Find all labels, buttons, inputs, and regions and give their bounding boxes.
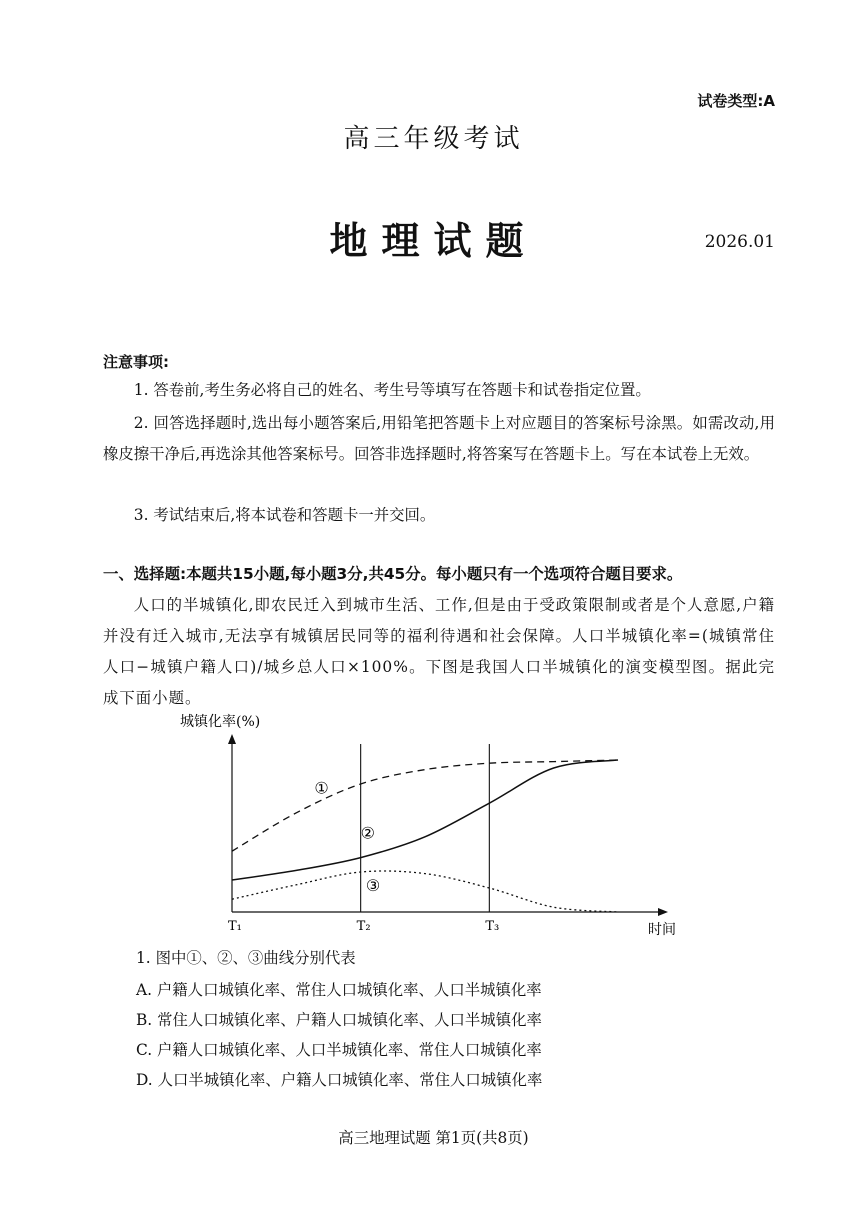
option-b[interactable]: B. 常住人口城镇化率、户籍人口城镇化率、人口半城镇化率 — [136, 1011, 542, 1029]
notice-item-1: 1. 答卷前,考生务必将自己的姓名、考生号等填写在答题卡和试卷指定位置。 — [133, 381, 651, 399]
series-label-2: ② — [360, 823, 376, 843]
exam-name: 高三年级考试 — [343, 124, 524, 154]
series-label-3: ③ — [365, 876, 381, 896]
exam-date: 2026.01 — [704, 232, 775, 252]
option-d[interactable]: D. 人口半城镇化率、户籍人口城镇化率、常住人口城镇化率 — [136, 1071, 543, 1089]
x-tick-label: T₃ — [485, 919, 500, 934]
x-tick-label: T₂ — [356, 919, 371, 934]
series-line-2 — [232, 760, 618, 880]
urbanization-chart — [170, 712, 700, 944]
x-axis-arrow — [658, 908, 668, 916]
option-c[interactable]: C. 户籍人口城镇化率、人口半城镇化率、常住人口城镇化率 — [136, 1041, 542, 1059]
notice-item-3: 3. 考试结束后,将本试卷和答题卡一并交回。 — [133, 506, 436, 524]
paper-type-label: 试卷类型:A — [697, 92, 775, 110]
chart-ylabel: 城镇化率(%) — [180, 714, 261, 730]
notice-heading: 注意事项: — [103, 353, 169, 371]
option-a[interactable]: A. 户籍人口城镇化率、常住人口城镇化率、人口半城镇化率 — [136, 981, 542, 999]
series-label-1: ① — [314, 778, 329, 798]
section-heading: 一、选择题:本题共15小题,每小题3分,共45分。每小题只有一个选项符合题目要求。 — [103, 565, 683, 583]
question-1-stem: 1. 图中①、②、③曲线分别代表 — [136, 949, 356, 967]
page-footer: 高三地理试题 第1页(共8页) — [338, 1129, 529, 1147]
chart-xlabel: 时间 — [648, 922, 676, 938]
x-tick-label: T₁ — [228, 919, 242, 934]
notice-item-2: 2. 回答选择题时,选出每小题答案后,用铅笔把答题卡上对应题目的答案标号涂黑。如需改动,用橡皮擦干净后,再选涂其他答案标号。回答非选择题时,将答案写在答题卡上。写在本试卷上无效。 — [103, 414, 775, 463]
paper-title: 地理试题 — [329, 218, 538, 263]
question-passage: 人口的半城镇化,即农民迁入到城市生活、工作,但是由于受政策限制或者是个人意愿,户籍并没有迁入城市,无法享有城镇居民同等的福利待遇和社会保障。人口半城镇化率=(城镇常住人口−城镇户籍人口)/城乡总人口×100%。下图是我国人口半城镇化的演变模型图。据此完成下面小题。 — [103, 596, 775, 707]
series-line-3 — [232, 871, 618, 912]
y-axis-arrow — [228, 734, 236, 744]
